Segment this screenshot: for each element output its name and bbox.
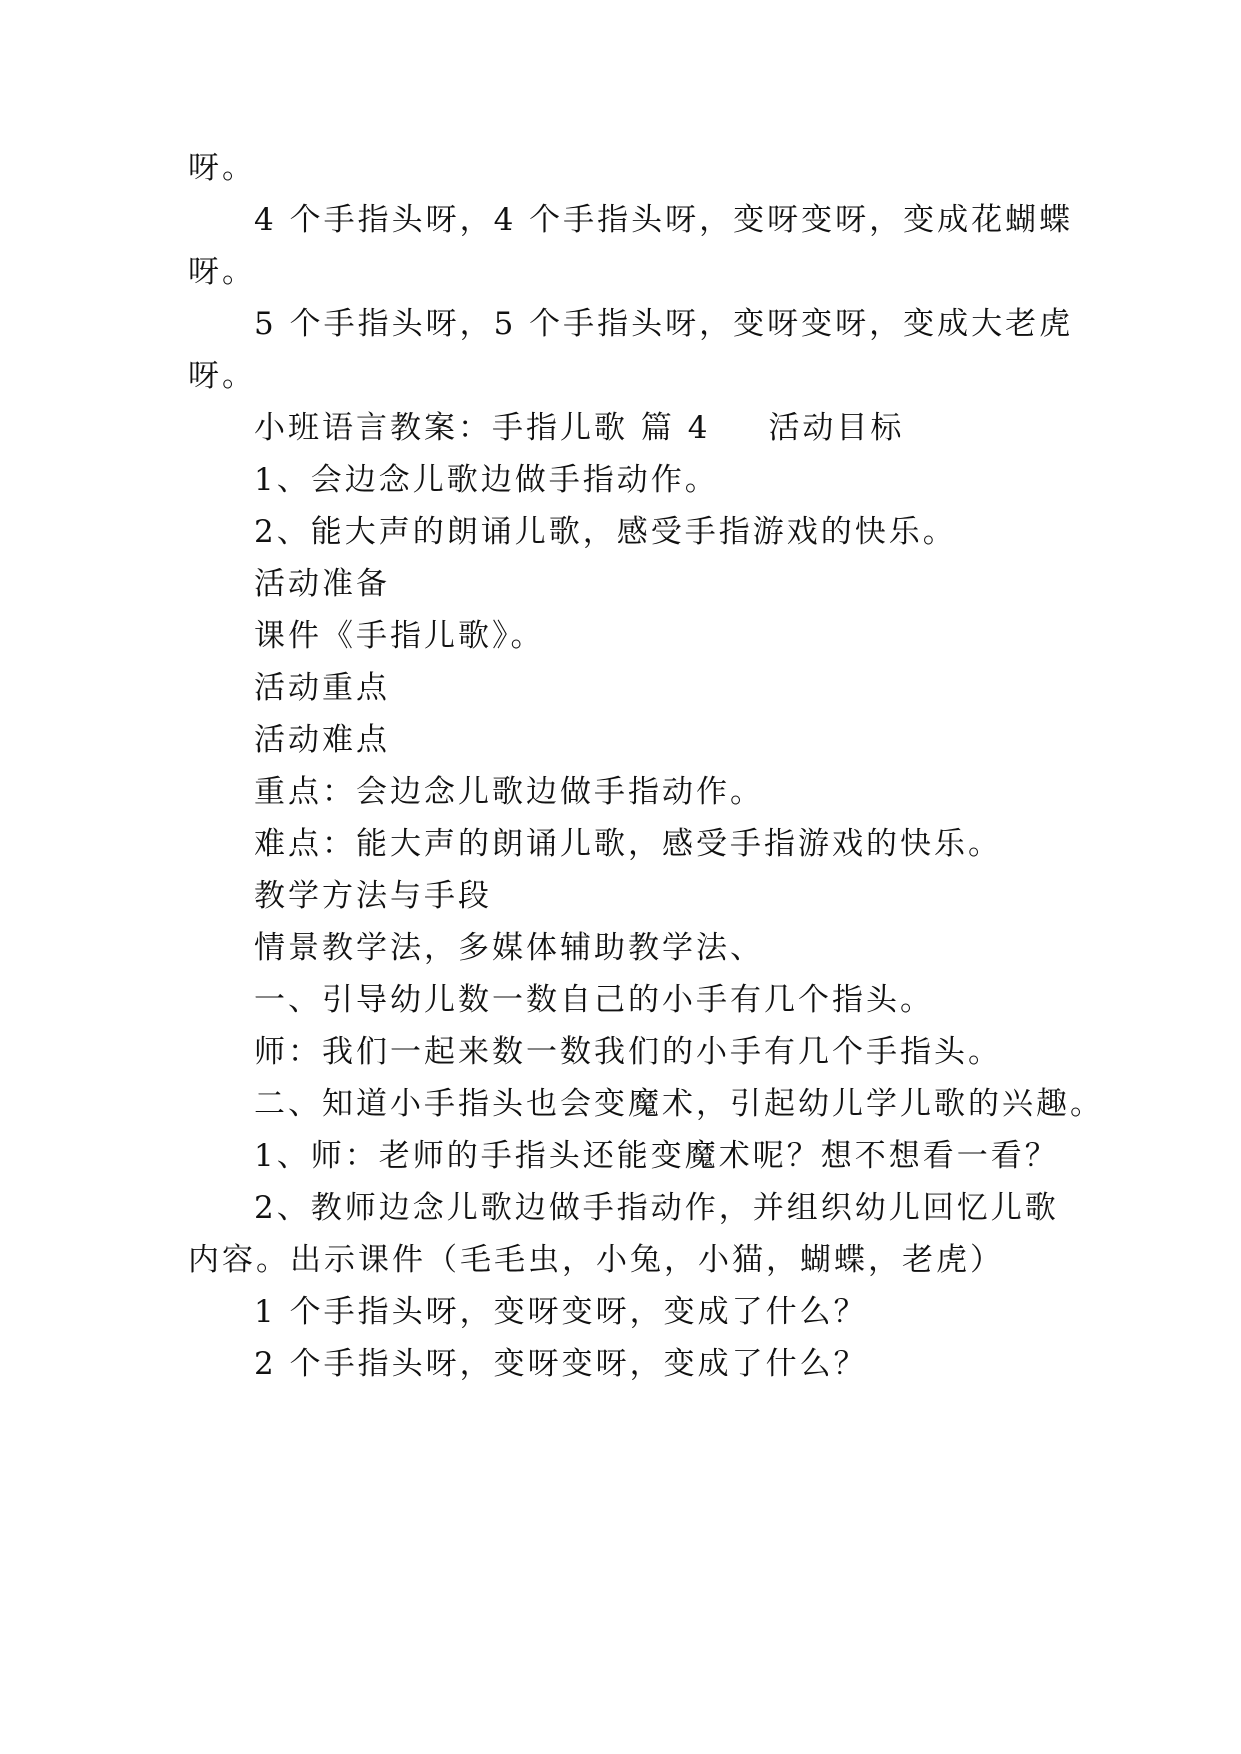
section-heading: 活动准备 [254,566,390,602]
section-heading: 活动重点 [254,670,390,706]
text-line: 情景教学法，多媒体辅助教学法、 [254,930,764,966]
section-heading: 活动难点 [254,722,390,758]
text-line: 师：我们一起来数一数我们的小手有几个手指头。 [254,1034,1002,1070]
text-line: 一、引导幼儿数一数自己的小手有几个指头。 [254,982,934,1018]
text-line: 呀。 [188,358,256,394]
text-line: 重点：会边念儿歌边做手指动作。 [254,774,764,810]
text-line: 5 个手指头呀，5 个手指头呀，变呀变呀，变成大老虎 [254,306,1074,342]
text-line: 2 个手指头呀，变呀变呀，变成了什么？ [254,1346,868,1382]
section-title-line [254,408,904,448]
text-line: 1、会边念儿歌边做手指动作。 [254,462,719,498]
text-line: 呀。 [188,254,256,290]
text-line: 课件《手指儿歌》。 [254,618,545,654]
text-line: 2、能大声的朗诵儿歌，感受手指游戏的快乐。 [254,514,957,550]
text-line: 2、教师边念儿歌边做手指动作，并组织幼儿回忆儿歌 [254,1190,1059,1226]
text-line: 呀。 [188,150,256,186]
text-line: 内容。出示课件（毛毛虫，小兔，小猫，蝴蝶，老虎） [188,1242,1004,1278]
text-line: 1 个手指头呀，变呀变呀，变成了什么？ [254,1294,868,1330]
text-line: 4 个手指头呀，4 个手指头呀，变呀变呀，变成花蝴蝶 [254,202,1074,238]
section-heading: 活动目标 [768,410,905,446]
section-heading: 教学方法与手段 [254,878,492,914]
text-line: 难点：能大声的朗诵儿歌，感受手指游戏的快乐。 [254,826,1002,862]
text-line: 二、知道小手指头也会变魔术，引起幼儿学儿歌的兴趣。 [254,1086,1104,1122]
text-line: 1、师：老师的手指头还能变魔术呢？想不想看一看？ [254,1138,1059,1174]
section-title: 小班语言教案：手指儿歌 篇 4 [254,410,711,446]
